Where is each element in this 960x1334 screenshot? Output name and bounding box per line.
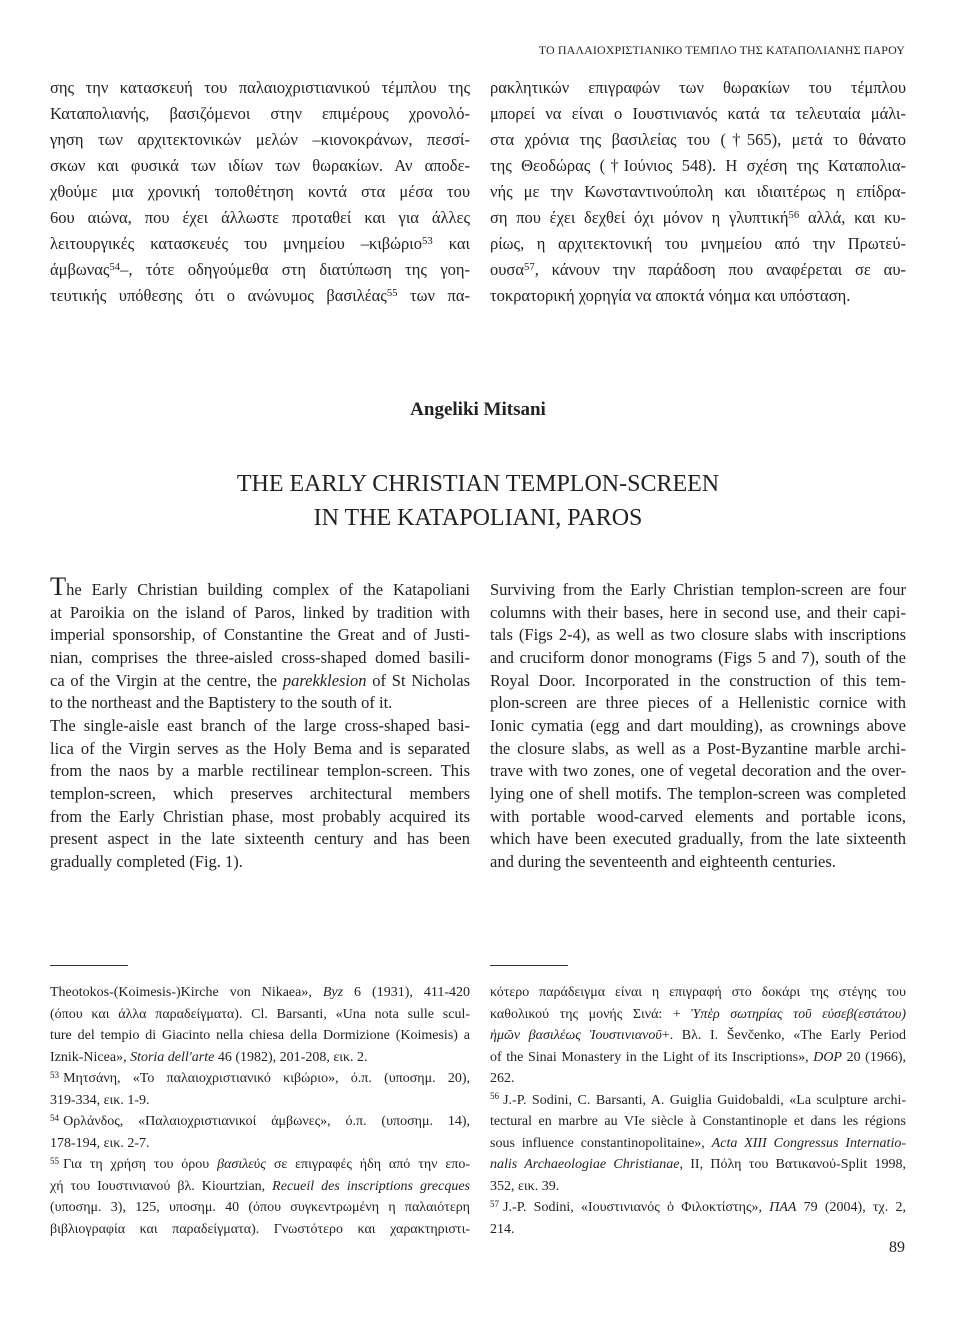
- text-run: μπορεί να είναι ο Ιουστινιανός κατά τα τελευταία μάλι-: [490, 104, 906, 123]
- text-run: from the Early Christian phase, most probably acquired its: [50, 806, 470, 826]
- text-run: τευτικής υπόθεσης ότι ο ανώνυμος βασιλέας: [50, 286, 387, 305]
- text-run: of St Nicholas: [366, 670, 470, 690]
- text-run: +. Βλ. I. Ševčenko, «The Early Period: [661, 1028, 906, 1043]
- italic-text: ΠΑΑ: [769, 1200, 797, 1215]
- greek-text-left-column: [50, 75, 470, 309]
- text-line: [50, 1197, 470, 1219]
- text-run: Ionic cymatia (egg and dart moulding), as crownings above: [490, 716, 906, 736]
- text-line: [50, 1154, 470, 1176]
- italic-text: Ὑπὲρ σωτηρίας τοῦ εὐσεβ(εστάτου): [691, 1006, 906, 1022]
- text-line: [50, 1004, 470, 1026]
- text-line: [50, 101, 470, 127]
- text-run: άμβωνας: [50, 260, 110, 279]
- paragraph: [50, 982, 470, 1068]
- text-line: [490, 647, 906, 670]
- text-run: The single-aisle east branch of the large cross-shaped basi-: [50, 716, 470, 736]
- text-run: Μητσάνη, «Το παλαιοχριστιανικό κιβώριο», ό.π. (υποσημ. 20),: [63, 1071, 470, 1086]
- text-run: των πα-: [397, 286, 470, 305]
- text-line: [490, 715, 906, 738]
- text-run: 352, εικ. 39.: [490, 1178, 560, 1194]
- text-line: [50, 1111, 470, 1133]
- text-run: Καταπολιανής, βασιζόμενοι στην επιμέρους χρονολό-: [50, 104, 470, 123]
- text-line: [490, 1004, 906, 1026]
- text-line: [50, 806, 470, 829]
- paragraph: [50, 75, 470, 309]
- text-run: χή του Ιουστινιανού βλ. Kiourtzian,: [50, 1178, 273, 1194]
- text-line: [50, 1176, 470, 1198]
- text-run: nian, comprises the three-aisled cross-shaped domed basili-: [50, 648, 470, 668]
- footnote-reference: 54: [109, 261, 121, 274]
- text-line: [50, 1068, 470, 1090]
- text-run: 79 (2004), τχ. 2,: [796, 1200, 906, 1215]
- paragraph: [490, 982, 906, 1090]
- text-line: [50, 647, 470, 670]
- footnote-number: 55: [50, 1155, 60, 1166]
- text-line: [50, 982, 470, 1004]
- text-line: [490, 760, 906, 783]
- text-line: [490, 851, 906, 874]
- text-run: templon-screen, which preserves architectural members: [50, 784, 470, 804]
- text-run: Surviving from the Early Christian templon-screen are four: [490, 580, 906, 599]
- text-line: [50, 624, 470, 647]
- text-run: της Θεοδώρας (†Ιούνιος 548). Η σχέση της Καταπολια-: [490, 156, 906, 175]
- text-run: χθούμε μια χρονική τοποθέτηση κοντά στα μέσα του: [50, 182, 470, 201]
- text-run: from the naos by a marble rectilinear templon-screen. This: [50, 761, 470, 781]
- article-title: [0, 467, 956, 535]
- text-line: [50, 231, 470, 257]
- footnote-reference: 56: [788, 209, 800, 222]
- text-run: columns with their bases, here in second use, and their capi-: [490, 602, 906, 622]
- page-number: 89: [889, 1239, 905, 1256]
- italic-text: DOP: [813, 1049, 842, 1065]
- text-run: Για τη χρήση του όρου: [63, 1157, 218, 1172]
- footnote: [50, 1154, 470, 1240]
- text-run: σης την κατασκευή του παλαιοχριστιανικού τέμπλου της: [50, 78, 470, 97]
- text-line: [490, 1111, 906, 1133]
- footnote-reference: 57: [523, 261, 535, 274]
- text-line: [490, 579, 906, 602]
- text-line: [50, 670, 470, 693]
- text-run: –, τότε οδηγούμεθα στη διατύπωση της γοη-: [120, 260, 470, 279]
- footnote-number: 53: [50, 1069, 60, 1080]
- text-line: [490, 828, 906, 851]
- text-line: [490, 257, 906, 283]
- greek-text-right-column: [490, 75, 906, 309]
- text-run: ση που έχει δεχθεί όχι μόνον η γλυπτική: [490, 208, 789, 227]
- footnote: [490, 1090, 906, 1198]
- text-line: [50, 1047, 470, 1069]
- text-run: ρίως, η αρχιτεκτονική του μνημείου από την Πρωτεύ-: [490, 234, 906, 253]
- text-line: [50, 1219, 470, 1241]
- text-run: (υποσημ. 3), 125, υποσημ. 40 (όπου συγκεντρωμένη η παλαιότερη: [50, 1200, 470, 1215]
- text-run: 214.: [490, 1221, 515, 1237]
- text-run: νής με την Κωνσταντινούπολη και ιδιαιτέρως η επίδρα-: [490, 182, 906, 201]
- text-run: the closure slabs, as well as a Post-Byzantine marble archi-: [490, 738, 906, 758]
- author-name: Angeliki Mitsani: [410, 399, 546, 420]
- text-line: [490, 670, 906, 693]
- text-line: [50, 205, 470, 231]
- text-line: [50, 571, 470, 602]
- text-run: tectural en marbre au VIe siècle à Constantinople et dans les régions: [490, 1114, 906, 1129]
- text-line: [490, 692, 906, 715]
- text-run: 319-334, εικ. 1-9.: [50, 1092, 150, 1108]
- text-run: καθολικού της μονής Σινά: +: [490, 1006, 692, 1022]
- text-run: κότερο παράδειγμα είναι η επιγραφή στο δοκάρι της στέγης του: [490, 985, 906, 1000]
- italic-text: parekklesion: [282, 670, 367, 690]
- title-line: IN THE KATAPOLIANI, PAROS: [313, 505, 643, 531]
- paragraph: [490, 579, 906, 874]
- footnotes-right-column: [490, 982, 906, 1240]
- text-run: στα χρόνια της βασιλείας του (†565), μετά το θάνατο: [490, 130, 906, 149]
- text-line: [490, 624, 906, 647]
- footnotes-left-column: [50, 982, 470, 1240]
- text-line: [50, 692, 470, 715]
- text-run: 46 (1982), 201-208, εικ. 2.: [214, 1049, 368, 1065]
- footnote: [490, 1197, 906, 1240]
- text-run: Ορλάνδος, «Παλαιοχριστιανικοί άμβωνες», ό.π. (υποσημ. 14),: [63, 1114, 470, 1129]
- text-line: [50, 1133, 470, 1155]
- text-line: [50, 851, 470, 874]
- text-line: [50, 75, 470, 101]
- italic-text: nalis Archaeologiae Christianae: [490, 1157, 680, 1172]
- text-line: [50, 1025, 470, 1047]
- text-run: Theotokos-(Koimesis-)Kirche von Nikaea»,: [50, 985, 323, 1000]
- text-run: to the northeast and the Baptistery to the south of it.: [50, 693, 393, 713]
- footnote-reference: 55: [386, 287, 398, 300]
- text-run: at Paroikia on the island of Paros, linked by tradition with: [50, 602, 470, 622]
- footnote-rule: [50, 965, 128, 966]
- text-run: ουσα: [490, 260, 524, 279]
- english-summary-right-column: [490, 579, 906, 874]
- initial-capital: T: [50, 571, 67, 601]
- italic-text: Byz: [322, 985, 344, 1000]
- text-line: [490, 738, 906, 761]
- text-line: [490, 1090, 906, 1112]
- text-line: [490, 982, 906, 1004]
- text-line: [490, 806, 906, 829]
- text-run: , κάνουν την παράδοση που αναφέρεται σε αυ-: [534, 260, 906, 279]
- italic-text: Storia dell'arte: [130, 1049, 215, 1065]
- english-summary-left-column: [50, 571, 470, 874]
- paragraph: [50, 571, 470, 715]
- text-run: 262.: [490, 1071, 515, 1086]
- text-line: [50, 828, 470, 851]
- text-run: sous influence constantinopolitaine»,: [490, 1135, 712, 1151]
- text-run: trave with two zones, one of vegetal decoration and the over-: [490, 761, 906, 781]
- text-line: [490, 1154, 906, 1176]
- text-run: he Early Christian building complex of the Katapoliani: [66, 580, 470, 599]
- paragraph: [50, 715, 470, 874]
- text-run: σκων και φυσικά των ιδίων των θωρακίων. Αν αποδε-: [50, 156, 470, 175]
- text-line: [50, 179, 470, 205]
- footnote-number: 57: [490, 1198, 500, 1209]
- text-line: [490, 1025, 906, 1047]
- text-run: lica of the Virgin serves as the Holy Bema and is separated: [50, 738, 470, 758]
- paragraph: [490, 75, 906, 309]
- text-line: [50, 715, 470, 738]
- text-line: [490, 1133, 906, 1155]
- text-run: ture del tempio di Giacinto nella chiesa della Dormizione (Koimesis) a: [50, 1028, 470, 1043]
- text-run: J.-P. Sodini, «Ιουστινιανός ὁ Φιλοκτίστης»,: [503, 1200, 770, 1215]
- text-run: of the Sinai Monastery in the Light of its Inscriptions»,: [490, 1049, 814, 1065]
- text-run: gradually completed (Fig. 1).: [50, 852, 243, 872]
- text-run: Royal Door. Incorporated in the construction of this tem-: [490, 670, 906, 690]
- footnote: [50, 1068, 470, 1111]
- italic-text: Acta XIII Congressus Internatio-: [711, 1135, 906, 1151]
- text-line: [490, 1176, 906, 1198]
- text-run: 6ου αιώνα, που έχει άλλωστε προταθεί και για άλλες: [50, 208, 470, 227]
- text-run: tals (Figs 2-4), as well as two closure slabs with inscriptions: [490, 625, 906, 645]
- text-line: [490, 1197, 906, 1219]
- footnote-reference: 53: [421, 235, 433, 248]
- text-line: [490, 205, 906, 231]
- footnote-number: 54: [50, 1112, 60, 1123]
- text-line: [490, 1068, 906, 1090]
- footnote-rule: [490, 965, 568, 966]
- text-line: [50, 257, 470, 283]
- text-line: [50, 760, 470, 783]
- text-line: [490, 783, 906, 806]
- text-run: imperial sponsorship, of Constantine the Great and of Justi-: [50, 625, 470, 645]
- text-line: [490, 283, 906, 309]
- text-run: και: [432, 234, 470, 253]
- text-line: [490, 602, 906, 625]
- text-line: [490, 153, 906, 179]
- text-line: [50, 783, 470, 806]
- italic-text: Recueil des inscriptions grecques: [272, 1178, 470, 1194]
- text-run: , II, Πόλη του Βατικανού-Split 1998,: [679, 1157, 906, 1172]
- text-run: present aspect in the late sixteenth century and has been: [50, 829, 470, 849]
- text-run: plon-screen are three pieces of a Hellenistic cornice with: [490, 693, 906, 713]
- text-line: [50, 602, 470, 625]
- text-run: which have been executed gradually, from the late sixteenth: [490, 829, 906, 849]
- text-run: 6 (1931), 411-420: [343, 985, 470, 1000]
- text-line: [50, 153, 470, 179]
- text-line: [490, 75, 906, 101]
- text-line: [50, 127, 470, 153]
- text-line: [50, 283, 470, 309]
- footnote: [50, 1111, 470, 1154]
- text-line: [490, 231, 906, 257]
- text-run: J.-P. Sodini, C. Barsanti, A. Guiglia Guidobaldi, «La sculpture archi-: [503, 1092, 906, 1108]
- text-run: τοκρατορική χορηγία να αποκτά νόημα και υπόσταση.: [490, 286, 851, 305]
- text-run: lying one of shell motifs. The templon-screen was completed: [490, 784, 906, 804]
- text-line: [490, 179, 906, 205]
- title-line: THE EARLY CHRISTIAN TEMPLON-SCREEN: [236, 471, 720, 497]
- running-header: ΤΟ ΠΑΛΑΙΟΧΡΙΣΤΙΑΝΙΚΟ ΤΕΜΠΛΟ ΤΗΣ ΚΑΤΑΠΟΛΙΑΝΗΣ ΠΑΡΟΥ: [538, 43, 905, 57]
- text-run: 20 (1966),: [841, 1049, 906, 1065]
- text-run: γηση των αρχιτεκτονικών μελών –κιονοκράνων, πεσσί-: [50, 130, 470, 149]
- text-line: [490, 1219, 906, 1241]
- footnote-number: 56: [490, 1091, 500, 1102]
- text-run: αλλά, και κυ-: [799, 208, 907, 227]
- italic-text: βασιλεύς: [217, 1157, 266, 1172]
- text-run: σε επιγραφές ήδη από την επο-: [265, 1157, 470, 1172]
- text-line: [490, 127, 906, 153]
- text-run: Iznik-Nicea»,: [50, 1049, 131, 1065]
- text-run: (όπου και άλλα παραδείγματα). Cl. Barsanti, «Una nota sulle scul-: [50, 1006, 470, 1022]
- text-line: [490, 1047, 906, 1069]
- text-run: and during the seventeenth and eighteenth centuries.: [490, 852, 836, 872]
- text-line: [490, 101, 906, 127]
- text-run: and cruciform donor monograms (Figs 5 and 7), south of the: [490, 648, 906, 668]
- text-run: λειτουργικές κατασκευές του μνημείου –κιβώριο: [50, 234, 422, 253]
- text-run: βιβλιογραφία και παραδείγματα). Γνωστότερο και χαρακτηριστι-: [50, 1221, 470, 1237]
- text-run: 178-194, εικ. 2-7.: [50, 1135, 150, 1151]
- text-run: ρακλητικών επιγραφών των θωρακίων του τέμπλου: [490, 78, 906, 97]
- italic-text: ἡμῶν βασιλέως Ἰουστινιανοῦ: [490, 1028, 662, 1043]
- text-line: [50, 738, 470, 761]
- text-run: ca of the Virgin at the centre, the: [50, 670, 283, 690]
- text-run: with portable wood-carved elements and portable icons,: [490, 806, 906, 826]
- text-line: [50, 1090, 470, 1112]
